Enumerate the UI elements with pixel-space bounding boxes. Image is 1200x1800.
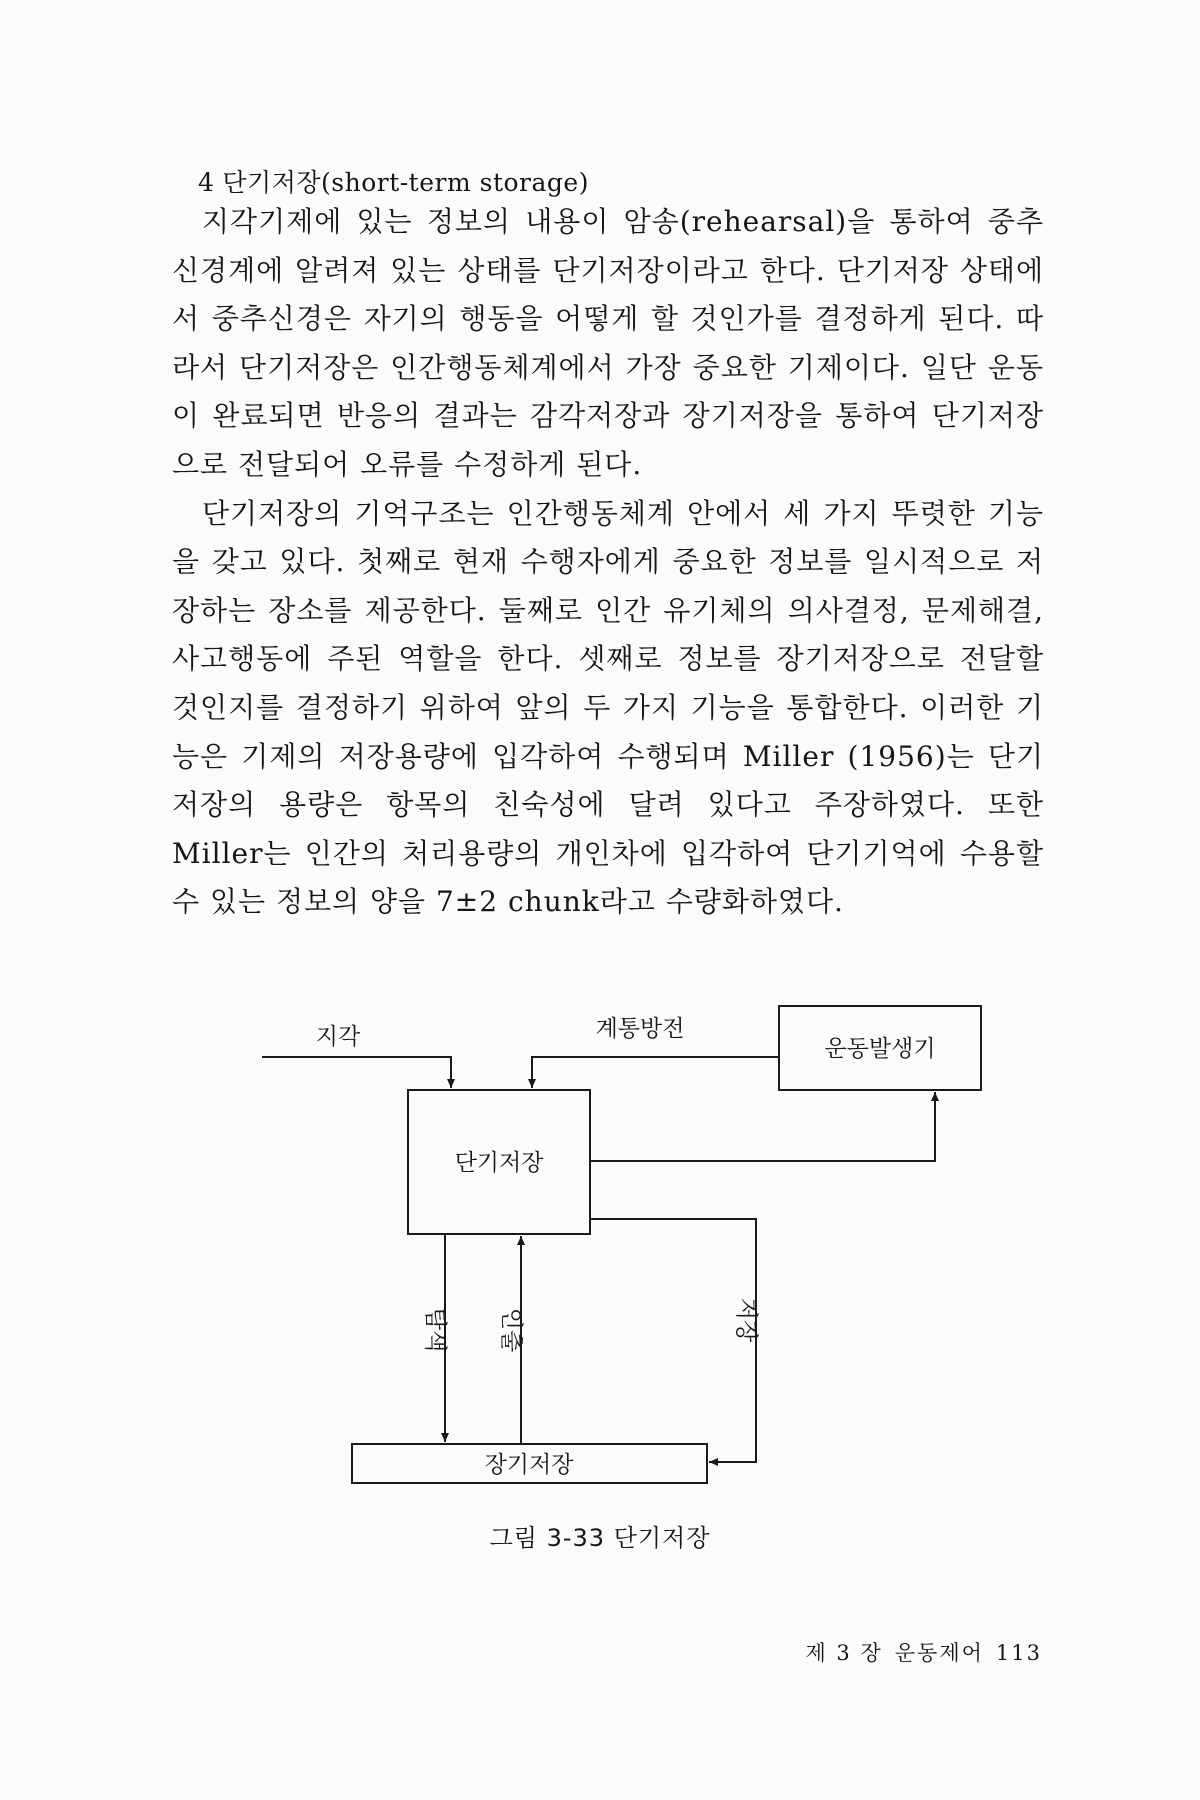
figure-caption: 그림 3-33 단기저장	[489, 1524, 711, 1552]
page-footer	[793, 1637, 1042, 1667]
motor-generator-label: 운동발생기	[824, 1036, 936, 1062]
paragraph-1: 지각기제에 있는 정보의 내용이 암송(rehearsal)을 통하여 중추신경계에 알려져 있는 상태를 단기저장이라고 한다. 단기저장 상태에서 중추신경은 자기의 행동을 어떻게 할 것인가를 결정하게 된다. 따라서 단기저장은 인간행동체계에서 가장 중요한 기제이다. 일단 운동이 완료되면 반응의 결과는 감각저장과 장기저장을 통하여 단기저장으로 전달되어 오류를 수정하게 된다.	[172, 205, 1044, 481]
page-number: 113	[995, 1641, 1042, 1665]
paragraph-2: 단기저장의 기억구조는 인간행동체계 안에서 세 가지 뚜렷한 기능을 갖고 있다. 첫째로 현재 수행자에게 중요한 정보를 일시적으로 저장하는 장소를 제공한다. 둘째로 인간 유기체의 의사결정, 문제해결, 사고행동에 주된 역할을 한다. 셋째로 정보를 장기저장으로 전달할 것인지를 결정하기 위하여 앞의 두 가지 기능을 통합한다. 이러한 기능은 기제의 저장용량에 입각하여 수행되며 Miller (1956)는 단기저장의 용량은 항목의 친숙성에 달려 있다고 주장하였다. 또한 Miller는 인간의 처리용량의 개인차에 입각하여 단기기억에 수용할 수 있는 정보의 양을 7±2 chunk라고 수량화하였다.	[172, 496, 1044, 919]
search-label: 탐색	[422, 1307, 448, 1353]
section-number: 4	[198, 168, 215, 197]
chapter-label: 제 3 장	[805, 1641, 883, 1665]
storage-label: 저장	[733, 1297, 759, 1343]
perception-arrow	[262, 1057, 451, 1088]
inhibition-label: 계통방전	[595, 1016, 685, 1042]
chapter-title: 운동제어	[894, 1641, 984, 1665]
perception-label: 지각	[315, 1024, 361, 1050]
retrieval-label: 인출	[498, 1307, 524, 1353]
long-term-label: 장기저장	[484, 1452, 574, 1478]
short-term-label: 단기저장	[454, 1150, 544, 1176]
section-title: 단기저장(short-term storage)	[222, 168, 589, 197]
storage-arrow	[590, 1219, 756, 1462]
output-arrow	[590, 1092, 935, 1161]
inhibition-arrow	[532, 1057, 779, 1088]
